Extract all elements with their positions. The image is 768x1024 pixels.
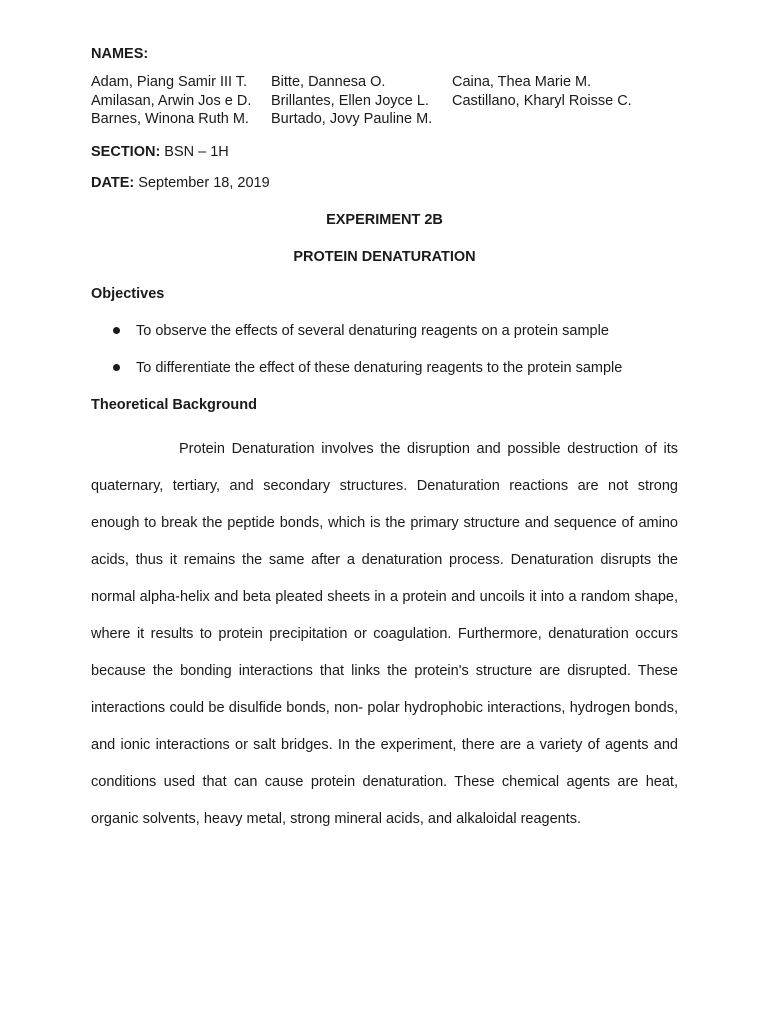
names-list — [91, 73, 678, 129]
section-field — [91, 142, 678, 162]
experiment-title: EXPERIMENT 2B — [326, 211, 443, 228]
objectives-heading: Objectives — [91, 285, 165, 302]
subject-title: PROTEIN DENATURATION — [293, 248, 476, 265]
section-value: BSN – 1H — [160, 143, 229, 160]
name-entry: Burtado, Jovy Pauline M. — [271, 111, 433, 127]
date-field — [91, 173, 678, 193]
background-heading: Theoretical Background — [91, 396, 257, 413]
date-value: September 18, 2019 — [134, 174, 270, 191]
name-entry: Amilasan, Arwin Jos e D. — [91, 92, 252, 109]
name-entry: Bitte, Dannesa O. — [271, 74, 386, 90]
bullet-icon — [113, 327, 120, 334]
document-page — [91, 44, 678, 852]
bullet-icon — [113, 364, 120, 371]
name-entry: Caina, Thea Marie M. — [452, 74, 592, 90]
section-label: SECTION: — [91, 143, 161, 160]
name-entry: Brillantes, Ellen Joyce L. — [271, 92, 429, 109]
name-entry: Barnes, Winona Ruth M. — [91, 111, 249, 127]
objective-item — [91, 321, 678, 341]
name-entry: Castillano, Kharyl Roisse C. — [452, 92, 632, 109]
objective-text: To differentiate the effect of these denaturing reagents to the protein sample — [136, 359, 623, 376]
name-entry: Adam, Piang Samir III T. — [91, 74, 248, 90]
objective-item — [91, 358, 678, 378]
objective-text: To observe the effects of several denaturing reagents on a protein sample — [136, 322, 609, 339]
names-label: NAMES: — [91, 46, 149, 62]
background-paragraph: Protein Denaturation involves the disruption and possible destruction of its quaternary, tertiary, and secondary structures. Denaturation reactions are not strong enough to break the peptide bonds, which is the primary structure and sequence of amino acids, thus it remains the same after a denaturation process. Denaturation disrupts the normal alpha-helix and beta pleated sheets in a protein and uncoils it into a random shape, where it results to protein precipitation or coagulation. Furthermore, denaturation occurs because the bonding interactions that links the protein's structure are disrupted. These interactions could be disulfide bonds, non- polar hydrophobic interactions, hydrogen bonds, and ionic interactions or salt bridges. In the experiment, there are a variety of agents and conditions used that can cause protein denaturation. These chemical agents are heat, organic solvents, heavy metal, strong mineral acids, and alkaloidal reagents. — [91, 440, 678, 827]
objectives-list — [91, 321, 678, 378]
date-label: DATE: — [91, 174, 135, 191]
